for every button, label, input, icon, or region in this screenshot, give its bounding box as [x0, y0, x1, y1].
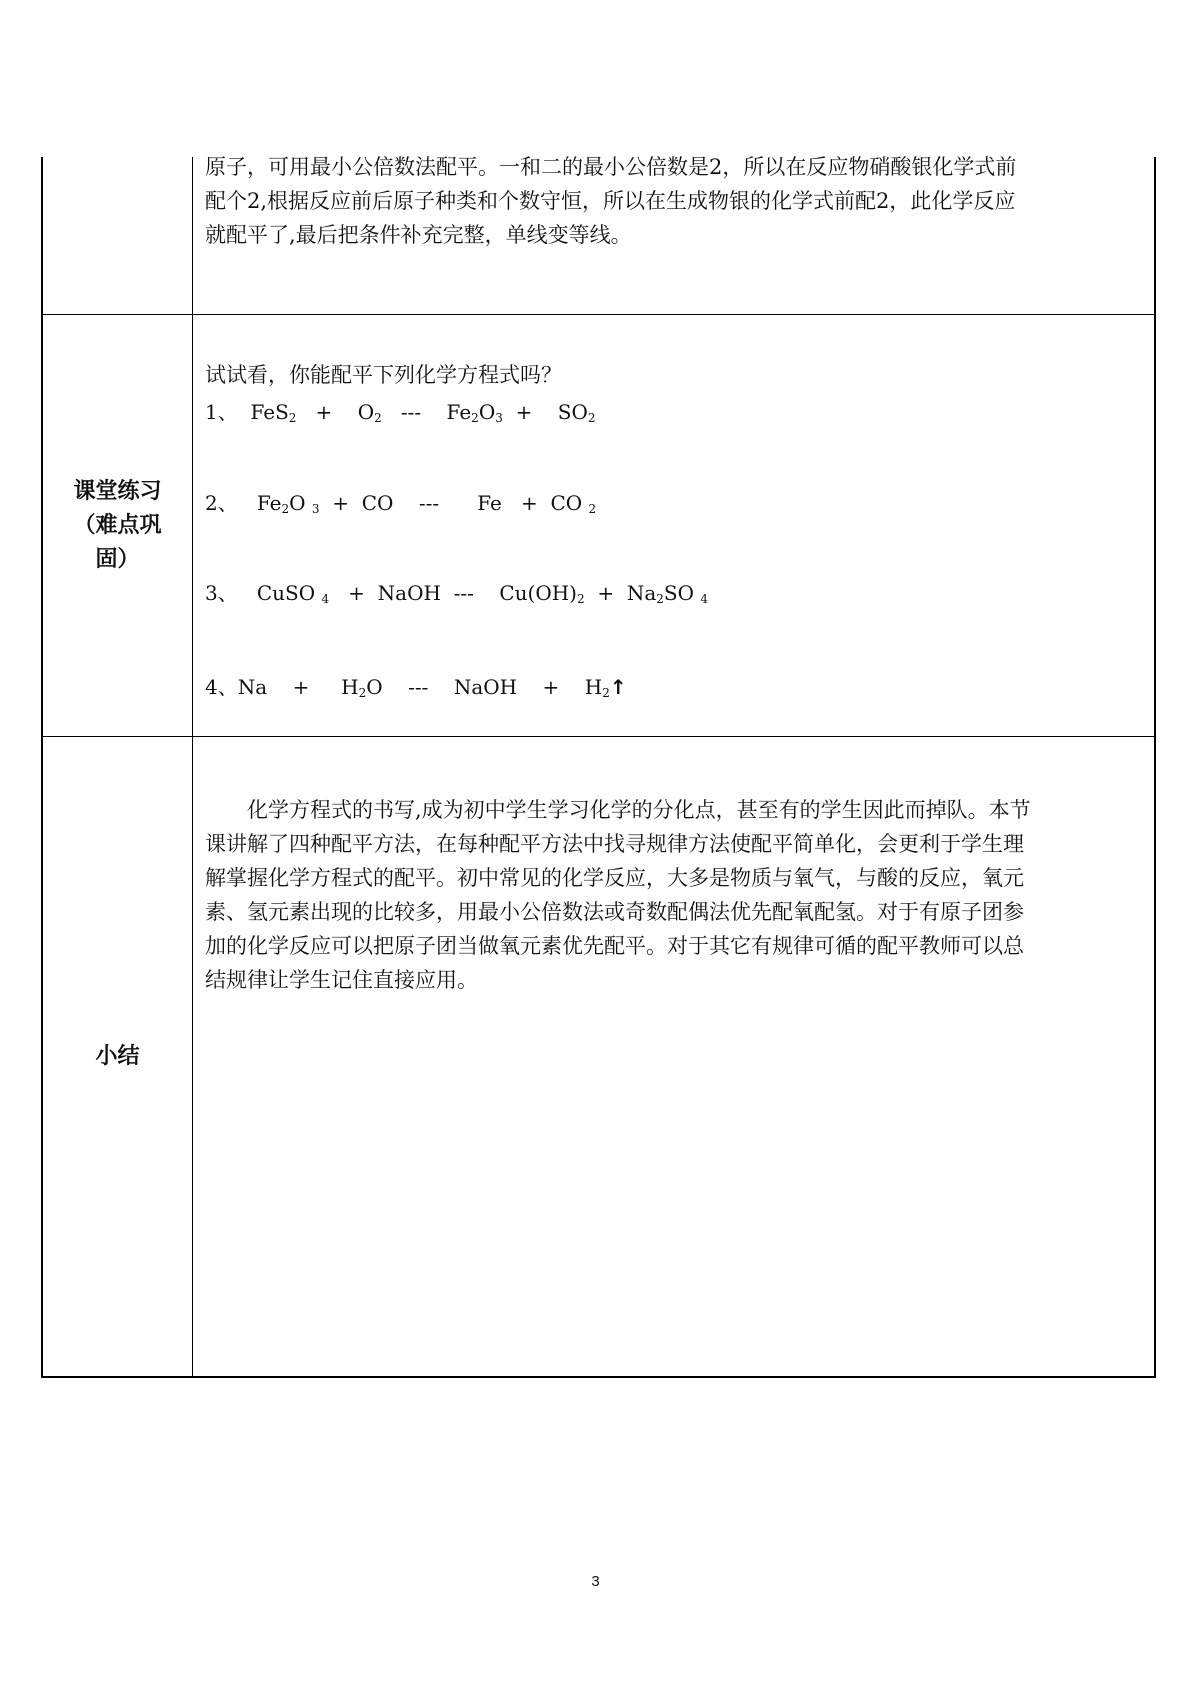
practice-intro: 试试看，你能配平下列化学方程式吗？	[205, 363, 562, 387]
eq2-reactant-1: Fe	[256, 491, 282, 515]
continuation-line-2: 配个2,根据反应前后原子种类和个数守恒，所以在生成物银的化学式前配2，此化学反应	[205, 189, 1016, 213]
eq4-product-2: H	[584, 675, 603, 699]
summary-line-1: 化学方程式的书写,成为初中学生学习化学的分化点，甚至有的学生因此而掉队。本节	[247, 798, 1031, 822]
eq2-number: 2、	[205, 491, 238, 515]
practice-label-line-2: （难点巩	[73, 512, 162, 538]
eq2-sub: 2	[281, 502, 290, 516]
eq4-number: 4、	[205, 675, 238, 699]
table-row-practice	[43, 315, 1154, 737]
continuation-cell	[193, 157, 1154, 314]
eq4-dash: ---	[408, 675, 429, 699]
eq1-sub: 2	[374, 411, 382, 425]
eq4-sub: 2	[358, 686, 367, 700]
summary-line-6: 结规律让学生记住直接应用。	[205, 968, 478, 992]
eq3-sub: 4	[321, 592, 330, 606]
summary-cell	[193, 737, 1154, 1376]
eq1-plus: +	[515, 400, 533, 424]
equation-1	[205, 396, 596, 425]
eq2-plus: +	[332, 491, 349, 515]
practice-cell	[193, 315, 1154, 736]
lesson-table	[41, 157, 1156, 1378]
empty-label-cell	[43, 157, 193, 314]
eq3-sub: 4	[700, 592, 709, 606]
eq2-sub: 2	[588, 502, 597, 516]
equation-4	[205, 671, 627, 700]
eq2-reactant-1-mid: O	[289, 491, 306, 515]
eq4-product-1: NaOH	[453, 675, 518, 699]
eq2-product-1: Fe	[477, 491, 502, 515]
eq1-reactant-2: O	[357, 400, 375, 424]
equation-2	[205, 487, 596, 516]
eq2-plus: +	[520, 491, 538, 515]
eq2-reactant-2: CO	[361, 491, 394, 515]
page-number: 3	[591, 1573, 600, 1590]
table-row-continuation	[43, 157, 1154, 315]
eq1-plus: +	[315, 400, 333, 424]
summary-line-2: 课讲解了四种配平方法，在每种配平方法中找寻规律方法使配平简单化，会更利于学生理	[205, 832, 1024, 856]
eq1-dash: ---	[400, 400, 422, 424]
practice-label-line-1: 课堂练习	[73, 478, 162, 504]
eq1-sub: 2	[288, 411, 297, 425]
eq2-sub: 3	[311, 502, 320, 516]
eq4-plus: +	[292, 675, 310, 699]
eq1-sub: 2	[471, 411, 479, 425]
eq4-sub: 2	[602, 686, 610, 700]
eq1-reactant-1: FeS	[250, 400, 289, 424]
continuation-line-3: 就配平了,最后把条件补充完整，单线变等线。	[205, 223, 632, 247]
eq2-product-2: CO	[550, 491, 583, 515]
eq3-plus: +	[597, 581, 615, 605]
eq3-product-2-mid: SO	[663, 581, 695, 605]
eq3-product-1: Cu(OH)	[499, 581, 577, 605]
practice-label-line-3: 固）	[95, 546, 140, 572]
eq1-sub: 3	[495, 411, 503, 425]
eq3-dash: ---	[453, 581, 474, 605]
eq2-dash: ---	[418, 491, 440, 515]
eq1-number: 1、	[205, 400, 238, 424]
eq3-product-2: Na	[626, 581, 657, 605]
equation-3	[205, 577, 708, 606]
eq3-reactant-2: NaOH	[377, 581, 441, 605]
eq3-plus: +	[348, 581, 365, 605]
eq1-product-1: Fe	[446, 400, 472, 424]
eq3-reactant-1: CuSO	[256, 581, 316, 605]
eq3-number: 3、	[205, 581, 238, 605]
eq3-sub: 2	[656, 592, 664, 606]
table-row-summary	[43, 737, 1154, 1376]
summary-label: 小结	[43, 737, 193, 1376]
summary-line-5: 加的化学反应可以把原子团当做氧元素优先配平。对于其它有规律可循的配平教师可以总	[205, 934, 1024, 958]
summary-line-4: 素、氢元素出现的比较多，用最小公倍数法或奇数配偶法优先配氧配氢。对于有原子团参	[205, 900, 1024, 924]
eq3-sub: 2	[577, 592, 585, 606]
eq1-product-2: SO	[557, 400, 588, 424]
gas-arrow-icon: ↑	[609, 675, 627, 699]
eq1-product-1-mid: O	[478, 400, 496, 424]
eq4-reactant-2-end: O	[366, 675, 383, 699]
eq4-reactant-2: H	[341, 675, 359, 699]
eq4-plus: +	[542, 675, 560, 699]
continuation-line-1: 原子，可用最小公倍数法配平。一和二的最小公倍数是2，所以在反应物硝酸银化学式前	[205, 155, 1017, 179]
practice-label	[43, 315, 193, 736]
eq1-sub: 2	[587, 411, 596, 425]
summary-line-3: 解掌握化学方程式的配平。初中常见的化学反应，大多是物质与氧气，与酸的反应，氧元	[205, 866, 1024, 890]
eq4-reactant-1: Na	[237, 675, 268, 699]
